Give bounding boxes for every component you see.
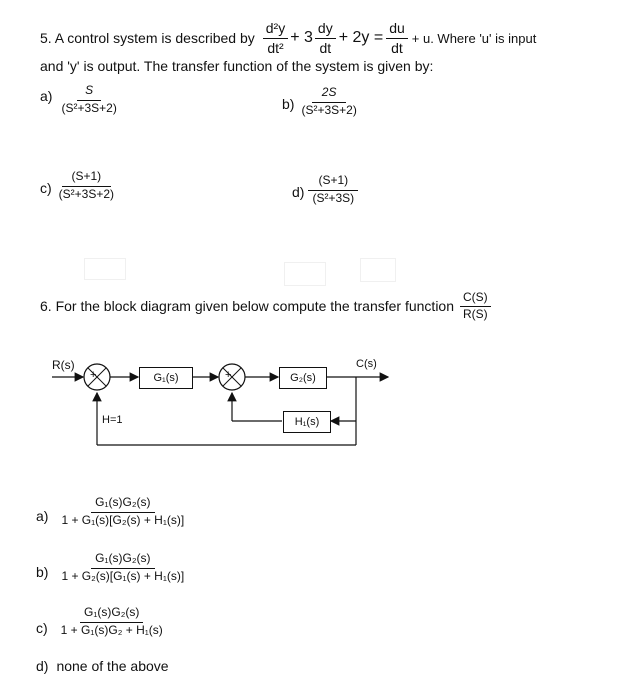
sum1-plus-sign: + [90, 369, 97, 381]
q5-option-a [40, 84, 120, 116]
option-label: d) [292, 184, 305, 200]
q5-dy-dt [315, 20, 336, 55]
option-fraction [58, 496, 187, 528]
ghost-box [84, 258, 126, 280]
q5-prefix: 5. A control system is described by [40, 30, 255, 46]
frac-den: dt² [267, 39, 284, 56]
q6-option-c [36, 606, 166, 638]
q5-option-c [40, 170, 117, 202]
frac-num: G₁(s)G₂(s) [91, 552, 154, 569]
frac-num: S [77, 84, 101, 101]
q5-option-d [292, 174, 358, 206]
q5-du-dt [386, 20, 408, 55]
block-g2: G₂(s) [279, 367, 327, 389]
q5-d2y-dt2 [263, 20, 288, 55]
frac-num: (S+1) [308, 174, 358, 191]
q6-option-d [36, 658, 169, 674]
option-label: a) [40, 88, 53, 104]
frac-den: (S²+3S+2) [61, 100, 117, 115]
option-fraction [58, 606, 166, 638]
option-label: b) [282, 96, 295, 112]
frac-num: (S+1) [62, 170, 112, 187]
frac-den: dt [319, 39, 332, 56]
frac-den: 1 + G₂(s)[G₁(s) + H₁(s)] [61, 568, 185, 583]
frac-den: 1 + G₁(s)G₂ + H₁(s) [60, 622, 163, 637]
ghost-box [284, 262, 326, 286]
q5-suffix: + u. Where 'u' is input [411, 30, 537, 46]
block-h1: H₁(s) [283, 411, 331, 433]
frac-num: dy [315, 20, 336, 38]
frac-den: 1 + G₁(s)[G₂(s) + H₁(s)] [61, 512, 185, 527]
option-label: c) [36, 619, 48, 636]
frac-num: 2S [312, 86, 347, 103]
summing-junction-1 [84, 364, 110, 390]
option-fraction [58, 552, 187, 584]
frac-den: R(S) [463, 306, 488, 321]
option-fraction [58, 84, 119, 116]
q5-plus3: + 3 [290, 29, 313, 46]
q6-transfer-fraction [460, 291, 491, 322]
frac-num: G₁(s)G₂(s) [91, 496, 154, 513]
q5-prompt [40, 18, 536, 58]
option-fraction [308, 174, 358, 206]
option-text: none of the above [56, 658, 169, 674]
frac-num: du [386, 20, 408, 38]
q6-prompt [40, 286, 491, 326]
frac-den: (S²+3S) [312, 190, 355, 205]
frac-num: d²y [263, 20, 288, 38]
q5-option-b [282, 86, 360, 118]
frac-den: (S²+3S+2) [301, 102, 357, 117]
option-label: d) [36, 658, 49, 674]
option-label: c) [40, 180, 52, 196]
input-label: R(s) [52, 358, 75, 372]
output-label: C(s) [356, 358, 377, 370]
option-label: a) [36, 507, 49, 524]
q5-line2: and 'y' is output. The transfer function of the system is given by: [40, 58, 434, 74]
q6-option-b [36, 552, 187, 584]
frac-num: C(S) [460, 291, 491, 307]
q6-option-a [36, 496, 187, 528]
q5-mid: + 2y = [338, 29, 384, 46]
option-label: b) [36, 563, 49, 580]
frac-num: G₁(s)G₂(s) [80, 606, 143, 623]
frac-den: dt [391, 39, 403, 56]
q6-text: 6. For the block diagram given below compute the transfer function [40, 298, 454, 314]
ghost-box [360, 258, 396, 282]
summing-junction-2 [219, 364, 245, 390]
frac-den: (S²+3S+2) [58, 186, 115, 201]
unity-feedback-label: H=1 [102, 414, 123, 426]
block-g1: G₁(s) [139, 367, 193, 389]
option-fraction [298, 86, 359, 118]
sum2-plus-sign: + [225, 369, 232, 381]
option-fraction [56, 170, 117, 202]
